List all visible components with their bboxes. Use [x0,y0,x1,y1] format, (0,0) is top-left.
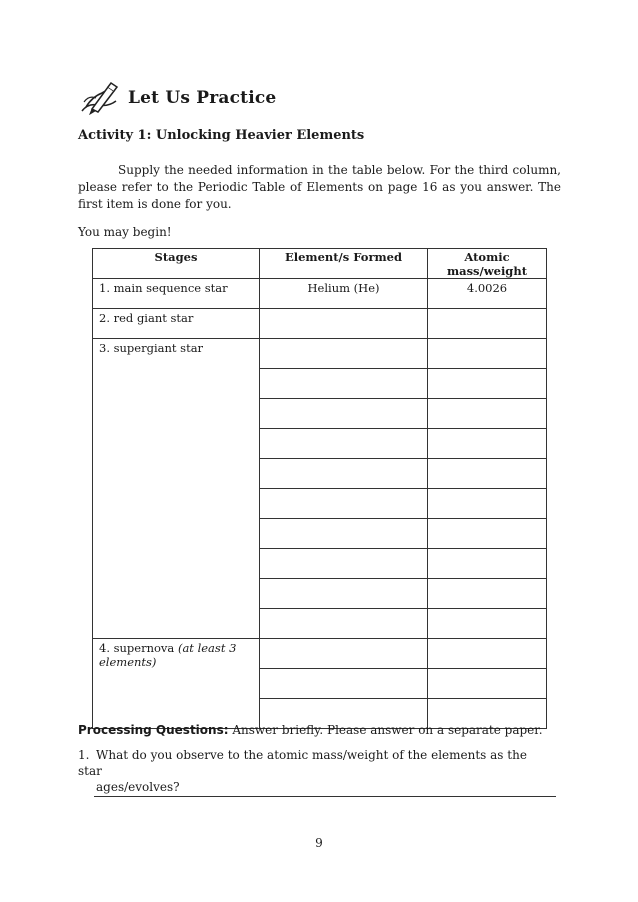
stage-cell: 3. supergiant star [93,339,260,639]
element-cell[interactable] [260,609,428,639]
stage-cell: 1. main sequence star [93,279,260,309]
stage-cell: 2. red giant star [93,309,260,339]
header-stages: Stages [93,249,260,279]
processing-text: Answer briefly. Please answer on a separate paper. [228,723,543,737]
table-row [93,639,547,669]
element-cell: Helium (He) [260,279,428,309]
element-cell[interactable] [260,519,428,549]
section-header [78,80,276,116]
mass-cell[interactable] [428,399,547,429]
question-line-1: What do you observe to the atomic mass/weight of the elements as the star [78,748,527,778]
element-cell[interactable] [260,459,428,489]
question-line-2: ages/evolves? [96,780,180,794]
mass-cell[interactable] [428,429,547,459]
mass-cell[interactable] [428,369,547,399]
element-cell[interactable] [260,399,428,429]
element-cell[interactable] [260,429,428,459]
instructions-text: Supply the needed information in the table below. For the third column, please refer to the Periodic Table of Elements on page 16 as you answer. The first item is done for you. [78,163,561,211]
stage-note: (at least 3 elements) [99,641,237,669]
question-number: 1. [78,748,90,762]
mass-cell[interactable] [428,579,547,609]
element-cell[interactable] [260,639,428,669]
pen-writing-icon [78,81,120,115]
mass-cell[interactable] [428,309,547,339]
stages-table [92,248,547,729]
mass-cell[interactable] [428,489,547,519]
mass-cell: 4.0026 [428,279,547,309]
mass-cell[interactable] [428,639,547,669]
header-elements: Element/s Formed [260,249,428,279]
question-1 [78,747,548,795]
table-row [93,309,547,339]
table-row [93,339,547,369]
table-header-row [93,249,547,279]
mass-cell[interactable] [428,669,547,699]
section-title: Let Us Practice [128,88,277,108]
table-row [93,279,547,309]
instructions-paragraph [78,162,561,213]
element-cell[interactable] [260,579,428,609]
element-cell[interactable] [260,309,428,339]
page-number: 9 [315,836,323,850]
activity-title: Activity 1: Unlocking Heavier Elements [78,128,365,143]
processing-label: Processing Questions: [78,723,229,737]
mass-cell[interactable] [428,549,547,579]
element-cell[interactable] [260,489,428,519]
stage-cell [93,639,260,729]
processing-questions [78,723,543,737]
mass-cell[interactable] [428,339,547,369]
stage-label: 4. supernova [99,641,178,655]
element-cell[interactable] [260,549,428,579]
header-mass: Atomic mass/weight [428,249,547,279]
element-cell[interactable] [260,339,428,369]
element-cell[interactable] [260,369,428,399]
mass-cell[interactable] [428,519,547,549]
answer-line[interactable] [94,796,556,797]
mass-cell[interactable] [428,459,547,489]
element-cell[interactable] [260,669,428,699]
begin-text: You may begin! [78,225,172,239]
mass-cell[interactable] [428,609,547,639]
